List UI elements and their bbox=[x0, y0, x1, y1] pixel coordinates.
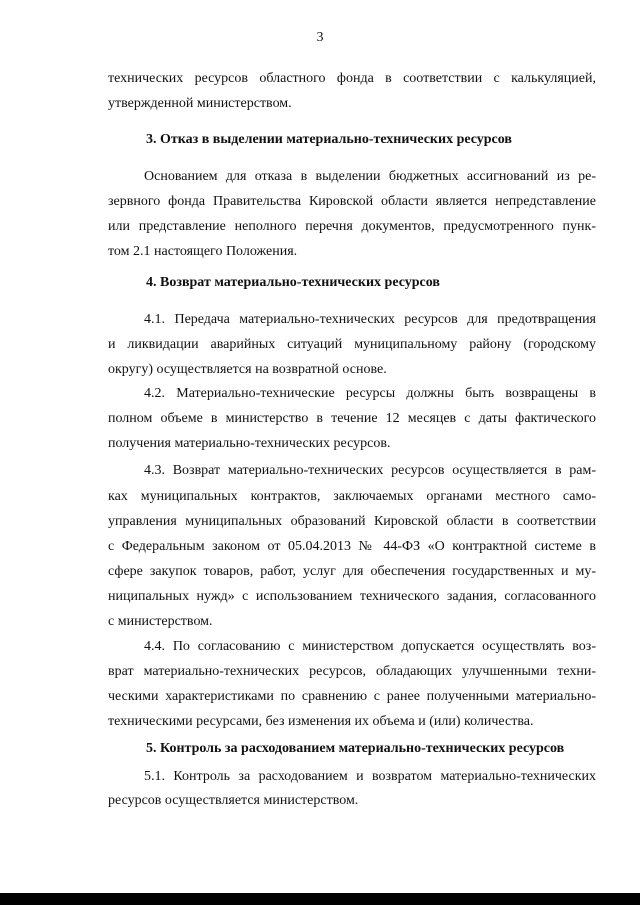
body-line: и ликвидации аварийных ситуаций муниципальному району (городскому bbox=[108, 337, 596, 352]
body-line: управления муниципальных образований Кировской области в соответствии bbox=[108, 514, 596, 529]
section-heading: 4. Возврат материально-технических ресурсов bbox=[146, 275, 440, 290]
section-heading: 5. Контроль за расходованием материально-технических ресурсов bbox=[146, 741, 565, 756]
body-line: Основанием для отказа в выделении бюджетных ассигнований из ре- bbox=[144, 169, 596, 184]
body-line: получения материально-технических ресурсов. bbox=[108, 436, 391, 451]
body-line: врат материально-технических ресурсов, обладающих улучшенными техни- bbox=[108, 664, 596, 679]
body-line: с Федеральным законом от 05.04.2013 № 44-ФЗ «О контрактной системе в bbox=[108, 539, 596, 554]
body-line: 4.1. Передача материально-технических ресурсов для предотвращения bbox=[144, 312, 596, 327]
body-line: 5.1. Контроль за расходованием и возвратом материально-технических bbox=[144, 769, 596, 784]
body-line: техническими ресурсами, без изменения их объема и (или) количества. bbox=[108, 714, 534, 729]
body-line: сфере закупок товаров, работ, услуг для обеспечения государственных и му- bbox=[108, 564, 596, 579]
body-line: зервного фонда Правительства Кировской области является непредставление bbox=[108, 194, 596, 209]
body-line: 4.2. Материально-технические ресурсы должны быть возвращены в bbox=[144, 386, 596, 401]
body-line: 4.3. Возврат материально-технических ресурсов осуществляется в рам- bbox=[144, 463, 596, 478]
body-line: 4.4. По согласованию с министерством допускается осуществлять воз- bbox=[144, 639, 596, 654]
section-heading: 3. Отказ в выделении материально-технических ресурсов bbox=[146, 132, 512, 147]
bottom-scan-edge bbox=[0, 893, 640, 905]
body-line: утвержденной министерством. bbox=[108, 96, 292, 111]
body-line: или представление неполного перечня документов, предусмотренного пунк- bbox=[108, 219, 596, 234]
body-line: ресурсов осуществляется министерством. bbox=[108, 793, 359, 808]
body-line: технических ресурсов областного фонда в соответствии с калькуляцией, bbox=[108, 71, 596, 86]
body-line: с министерством. bbox=[108, 614, 213, 629]
body-line: ках муниципальных контрактов, заключаемых органами местного само- bbox=[108, 489, 596, 504]
body-line: том 2.1 настоящего Положения. bbox=[108, 244, 298, 259]
body-line: округу) осуществляется на возвратной основе. bbox=[108, 362, 387, 377]
body-line: ниципальных нужд» с использованием технического задания, согласованного bbox=[108, 589, 596, 604]
page-number: 3 bbox=[316, 30, 324, 45]
body-line: ческими характеристиками по сравнению с ранее полученными материально- bbox=[108, 689, 596, 704]
body-line: полном объеме в министерство в течение 12 месяцев с даты фактического bbox=[108, 411, 596, 426]
